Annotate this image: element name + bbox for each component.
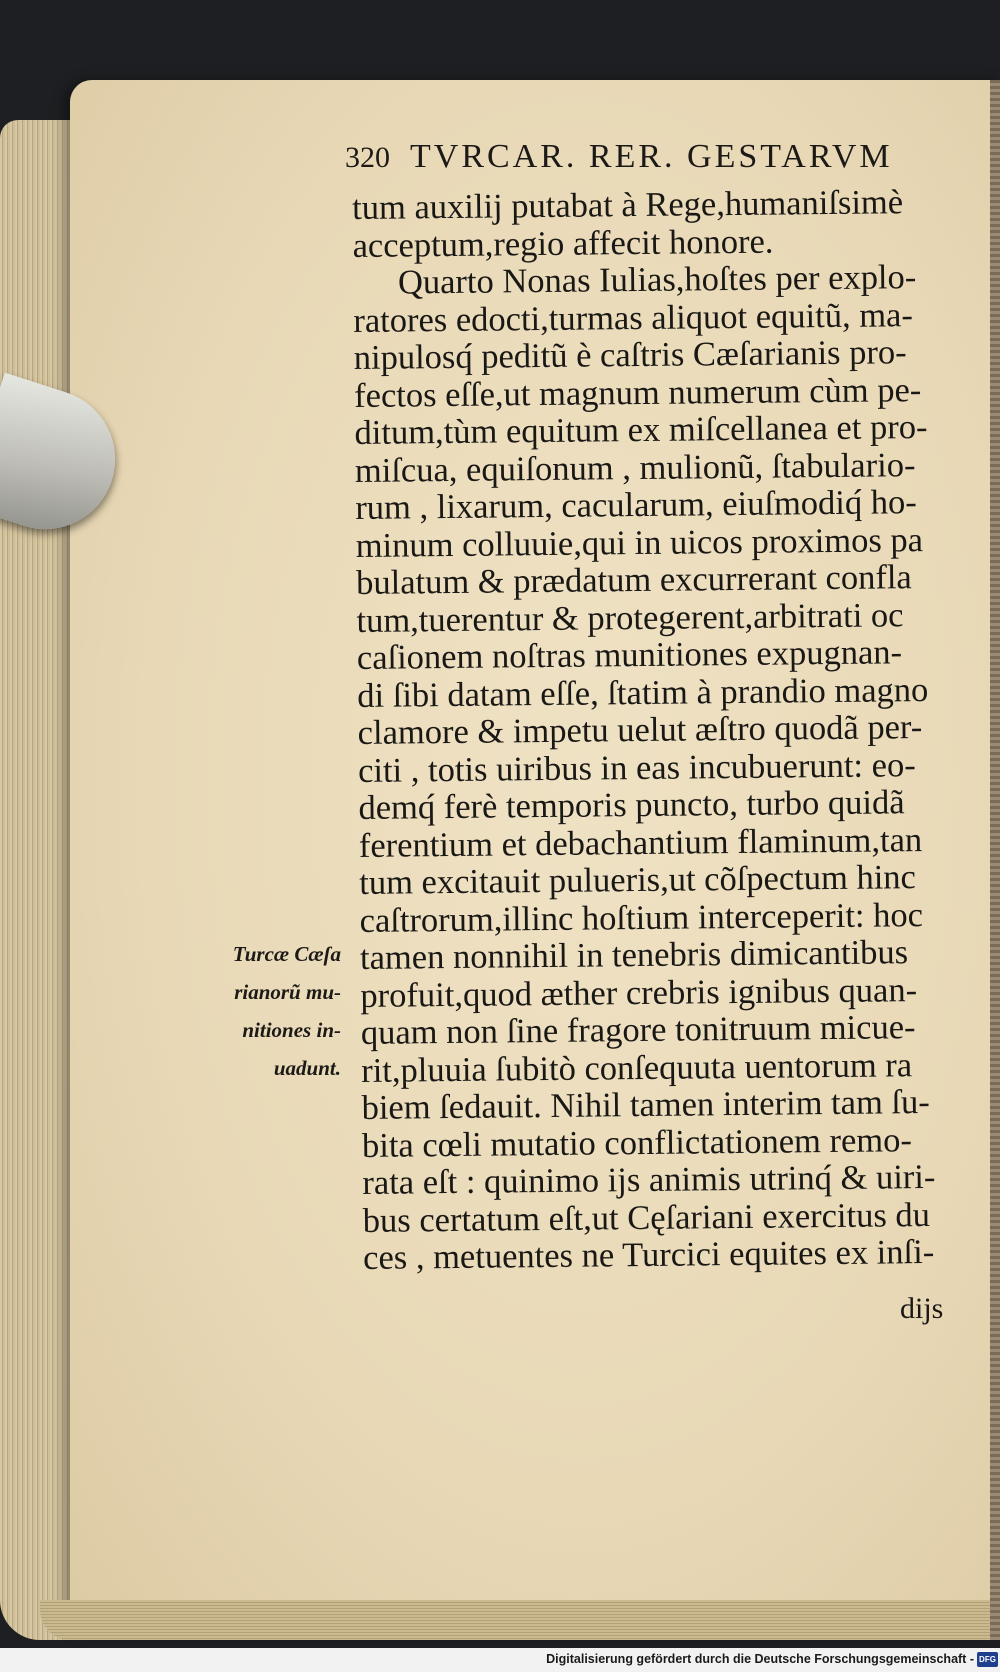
digitization-footer	[0, 1648, 1000, 1672]
text-line: citi , totis uiribus in eas incubuerunt: eo-	[357, 745, 916, 790]
book-cover-edge	[990, 80, 1000, 1640]
text-line: acceptum,regio affecit honore.	[352, 222, 774, 265]
footer-credit: Digitalisierung gefördert durch die Deutsche Forschungsgemeinschaft -	[546, 1652, 974, 1666]
margin-note-line: Turcæ Cæſa	[232, 942, 341, 966]
text-line: rata eſt : quinimo ijs animis utrinq́ & uiri-	[362, 1157, 936, 1202]
dfg-logo: DFG	[977, 1652, 998, 1667]
text-line: bulatum & prædatum excurrerant confla	[355, 558, 912, 602]
text-line: bita cœli mutatio conflictationem remo-	[361, 1120, 913, 1165]
running-head	[345, 138, 905, 184]
margin-note-line: rianorũ mu-	[234, 980, 341, 1004]
text-line: fectos eſſe,ut magnum numerum cùm pe-	[353, 370, 922, 415]
text-line: tum auxilij putabat à Rege,humaniſsimè	[351, 183, 904, 227]
text-line: demq́ ferè temporis puncto, turbo quidã	[358, 783, 905, 827]
margin-note-line: uadunt.	[273, 1056, 341, 1080]
text-line: tamen nonnihil in tenebris dimicantibus	[359, 933, 909, 977]
margin-note-line: nitiones in-	[242, 1018, 341, 1042]
text-line: tum excitauit pulueris,ut cõſpectum hinc	[359, 858, 917, 902]
text-line: tum,tuerentur & protegerent,arbitrati oc	[356, 595, 904, 640]
page-bottom-edges	[40, 1600, 1000, 1640]
text-line: ces , metuentes ne Turcici equites ex inſi-	[362, 1232, 935, 1277]
folio-number: 320	[345, 141, 390, 174]
text-line: rum , lixarum, cacularum, eiuſmodiq́ ho-	[355, 483, 917, 527]
text-line: rit,pluuia ſubitò conſequuta uentorum ra	[361, 1045, 913, 1090]
text-line: profuit,quod æther crebris ignibus quan-	[360, 970, 918, 1015]
text-line: caſtrorum,illinc hoſtium interceperit: hoc	[359, 895, 924, 940]
text-line: Quarto Nonas Iulias,hoſtes per explo-	[397, 258, 917, 302]
text-line: di ſibi datam eſſe, ſtatim à prandio magno	[357, 670, 929, 715]
text-line: ferentium et debachantium flaminum,tan	[358, 820, 923, 865]
text-line: biem ſedauit. Nihil tamen interim tam ſu-	[361, 1083, 930, 1127]
catchword: dijs	[900, 1292, 944, 1325]
text-line: ratores edocti,turmas aliquot equitũ, ma-	[353, 295, 914, 340]
text-line: bus certatum eſt,ut Cęſariani exercitus du	[362, 1195, 931, 1240]
text-line: caſionem noſtras munitiones expugnan-	[356, 633, 903, 677]
text-line: ditum,tùm equitum ex miſcellanea et pro-	[354, 407, 928, 452]
text-line: minum colluuie,qui in uicos proximos pa	[355, 520, 924, 565]
text-line: quam non ſine fragore tonitruum micue-	[360, 1008, 916, 1052]
text-line: clamore & impetu uelut æſtro quodã per-	[357, 708, 923, 752]
text-line: nipulosq́ peditũ è caſtris Cæſarianis pro-	[353, 333, 907, 377]
main-text	[352, 184, 938, 1277]
text-line: miſcua, equiſonum , mulionũ, ſtabulario-	[354, 445, 916, 490]
running-head-title: TVRCAR. RER. GESTARVM	[410, 138, 893, 175]
margin-note	[196, 935, 341, 1087]
